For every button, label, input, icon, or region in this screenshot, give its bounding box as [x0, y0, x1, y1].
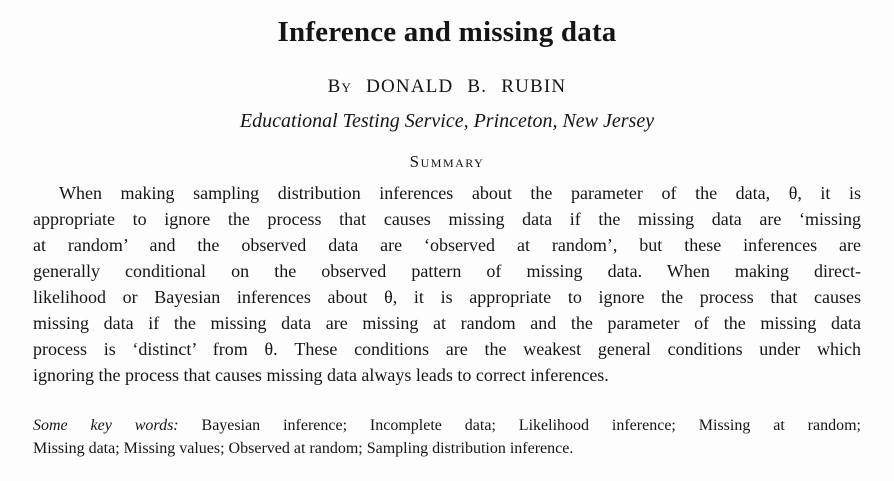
summary-line: process is ‘distinct’ from θ. These conditions are the weakest general conditions under which [33, 339, 861, 359]
author-byline: By DONALD B. RUBIN [327, 76, 567, 97]
keywords-label: Some key words: [33, 417, 179, 434]
keywords-block [33, 414, 861, 460]
summary-line: missing data if the missing data are missing at random and the parameter of the missing data [33, 313, 861, 333]
summary-heading: Summary [409, 152, 485, 171]
summary-line: appropriate to ignore the process that causes missing data if the missing data are ‘missing [33, 209, 861, 229]
summary-paragraph [33, 180, 861, 388]
keywords-line-2: Missing data; Missing values; Observed at random; Sampling distribution inference. [33, 440, 574, 457]
summary-line: When making sampling distribution inferences about the parameter of the data, θ, it is [59, 183, 861, 203]
author-affiliation: Educational Testing Service, Princeton, New Jersey [239, 110, 655, 132]
keywords-line-1 [33, 414, 861, 437]
summary-line: generally conditional on the observed pattern of missing data. When making direct- [33, 261, 861, 281]
keywords-text: Bayesian inference; Incomplete data; Likelihood inference; Missing at random; [201, 417, 862, 434]
summary-line: at random’ and the observed data are ‘observed at random’, but these inferences are [33, 235, 861, 255]
summary-line: ignoring the process that causes missing data always leads to correct inferences. [33, 365, 609, 385]
paper-title: Inference and missing data [277, 16, 617, 48]
summary-line: likelihood or Bayesian inferences about θ, it is appropriate to ignore the process that causes [33, 287, 861, 307]
